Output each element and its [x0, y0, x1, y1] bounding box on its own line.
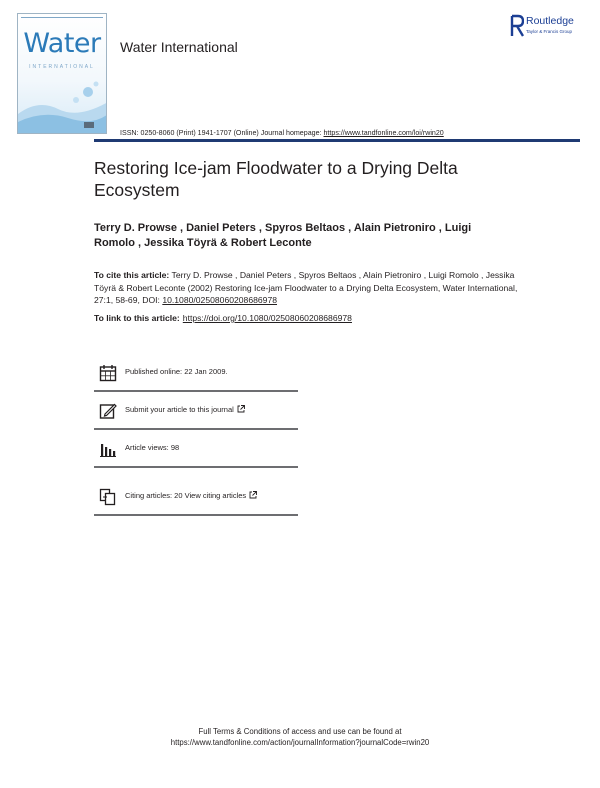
row-divider [94, 466, 298, 468]
journal-homepage-link[interactable]: https://www.tandfonline.com/loi/rwin20 [323, 129, 444, 137]
published-online-text: Published online: 22 Jan 2009. [125, 367, 228, 376]
link-label: To link to this article: [94, 313, 180, 323]
citing-articles-link[interactable]: Citing articles: 20 View citing articles [125, 491, 257, 500]
journal-cover-image [17, 13, 107, 134]
article-views-row [94, 430, 298, 468]
bar-chart-icon [99, 440, 117, 458]
submit-article-row[interactable] [94, 392, 298, 430]
citing-documents-icon [99, 488, 117, 506]
external-link-icon [249, 491, 257, 499]
edit-document-icon [99, 402, 117, 420]
calendar-icon [99, 364, 117, 382]
journal-name: Water International [120, 39, 238, 55]
row-divider [94, 514, 298, 516]
cover-title: Water [23, 28, 101, 59]
routledge-logo[interactable] [510, 14, 590, 40]
external-link-icon [237, 405, 245, 413]
citation-block [94, 269, 519, 307]
article-title: Restoring Ice-jam Floodwater to a Drying Delta Ecosystem [94, 158, 458, 200]
footer-terms-text: Full Terms & Conditions of access and use can be found at [198, 727, 402, 736]
article-link-line [94, 313, 352, 323]
published-online-row [94, 354, 298, 392]
author-list: Terry D. Prowse , Daniel Peters , Spyros Beltaos , Alain Pietroniro , Luigi Romolo , Jessika Töyrä & Robert Leconte [94, 222, 472, 249]
article-views-text: Article views: 98 [125, 443, 180, 452]
citation-label: To cite this article: [94, 270, 170, 280]
citing-articles-row[interactable] [94, 478, 298, 516]
submit-article-link[interactable]: Submit your article to this journal [125, 405, 245, 414]
citation-doi-link[interactable]: 10.1080/02508060208686978 [162, 295, 278, 305]
header-divider [94, 139, 580, 142]
article-doi-link[interactable]: https://doi.org/10.1080/02508060208686978 [182, 313, 352, 323]
publisher-name: Routledge [526, 15, 574, 27]
issn-line [120, 129, 444, 137]
publisher-tagline: Taylor & Francis Group [526, 29, 573, 34]
issn-text: ISSN: 0250-8060 (Print) 1941-1707 (Online) Journal homepage: [120, 129, 324, 137]
cover-subtitle: INTERNATIONAL [29, 64, 95, 70]
routledge-r-icon [510, 14, 524, 38]
citation-text: Terry D. Prowse , Daniel Peters , Spyros Beltaos , Alain Pietroniro , Luigi Romolo , Jessika Töyrä & Robert Leconte (2002) Restoring Ice-jam Floodwater to a Drying Delta Ecosystem, Water International, 27:1, 58-69, DOI: [94, 270, 518, 305]
footer-terms-link[interactable]: https://www.tandfonline.com/action/journalInformation?journalCode=rwin20 [170, 738, 430, 747]
publisher-mark-icon [84, 122, 94, 128]
